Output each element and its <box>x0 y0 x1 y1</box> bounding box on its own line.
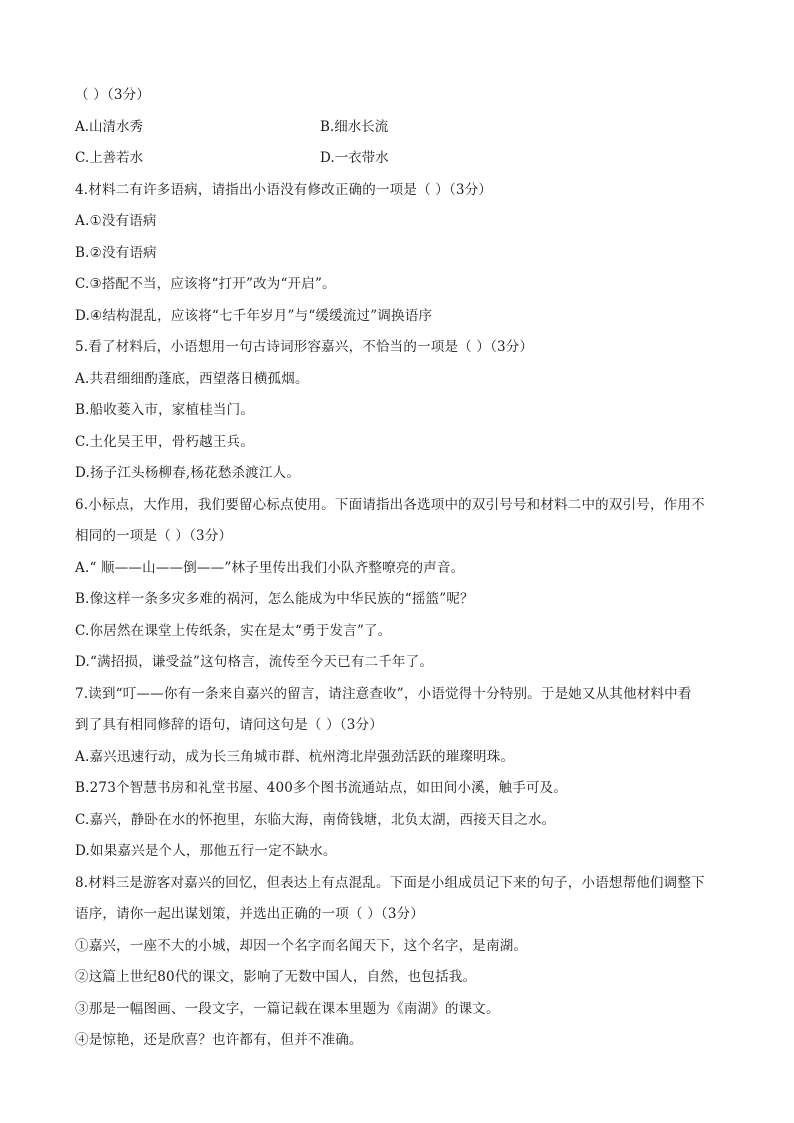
exam-page <box>75 80 725 1057</box>
q3-tail: （ ）（3分） <box>75 87 151 103</box>
q5-option-a: A.共君细细酌蓬底，西望落日横孤烟。 <box>75 370 309 387</box>
q6-option-c: C.你居然在课堂上传纸条，实在是太“勇于发言”了。 <box>75 622 392 639</box>
q7-option-c: C.嘉兴，静卧在水的怀抱里，东临大海，南倚钱塘，北负太湖，西接天目之水。 <box>75 811 556 828</box>
q6-option-d: D.“满招损，谦受益”这句格言，流传至今天已有二千年了。 <box>75 654 434 670</box>
q5-option-b: B.船收菱入市，家植桂当门。 <box>75 402 255 418</box>
q3-option-a: A.山清水秀 <box>75 118 144 135</box>
q8-sentence-4: ④是惊艳，还是欣喜？也许都有，但并不准确。 <box>75 1032 363 1048</box>
q5-option-c: C.土化吴王甲，骨朽越王兵。 <box>75 433 254 450</box>
q8-sentence-1: ①嘉兴，一座不大的小城，却因一个名字而名闻天下，这个名字，是南湖。 <box>75 937 528 954</box>
q8-stem-line-2: 语序，请你一起出谋划策，并选出正确的一项（ ）（3分） <box>75 906 425 922</box>
q8-sentence-2: ②这篇上世纪80代的课文，影响了无数中国人，自然，也包括我。 <box>75 969 477 985</box>
q5-stem: 5.看了材料后，小语想用一句古诗词形容嘉兴，不恰当的一项是（ ）（3分） <box>75 339 534 355</box>
q4-option-d: D.④结构混乱，应该将“七千年岁月”与“缓缓流过”调换语序 <box>75 307 433 324</box>
q4-option-c: C.③搭配不当，应该将“打开”改为“开启”。 <box>75 276 336 292</box>
q7-option-d: D.如果嘉兴是个人，那他五行一定不缺水。 <box>75 843 337 859</box>
q7-option-a: A.嘉兴迅速行动，成为长三角城市群、杭州湾北岸强劲活跃的璀璨明珠。 <box>75 748 515 765</box>
q8-sentence-3: ③那是一幅图画、一段文字，一篇记载在课本里题为《南湖》的课文。 <box>75 1000 500 1017</box>
q4-option-b: B.②没有语病 <box>75 244 157 261</box>
q7-stem-line-2: 到了具有相同修辞的语句，请问这句是（ ）（3分） <box>75 717 383 733</box>
q7-stem-line-1: 7.读到“叮——你有一条来自嘉兴的留言，请注意查收”，小语觉得十分特别。于是她又从其他材料中看 <box>75 685 692 702</box>
q6-option-a: A.“ 顺——山——倒——”林子里传出我们小队齐整嘹亮的声音。 <box>75 559 465 576</box>
q4-option-a: A.①没有语病 <box>75 213 157 229</box>
q3-options-row-2 <box>75 143 725 175</box>
q3-option-d: D.一衣带水 <box>320 150 389 166</box>
q8-stem-line-1: 8.材料三是游客对嘉兴的回忆，但表达上有点混乱。下面是小组成员记下来的句子，小语想帮他们调整下 <box>75 874 705 891</box>
q6-stem-line-2: 相同的一项是（ ）（3分） <box>75 528 233 544</box>
q3-option-c: C.上善若水 <box>75 150 144 166</box>
q4-stem: 4.材料二有许多语病，请指出小语没有修改正确的一项是（ ）（3分） <box>75 181 493 198</box>
q3-option-b: B.细水长流 <box>320 118 389 135</box>
q7-option-b: B.273个智慧书房和礼堂书屋、400多个图书流通站点，如田间小溪，触手可及。 <box>75 780 568 796</box>
q6-stem-line-1: 6.小标点，大作用，我们要留心标点使用。下面请指出各选项中的双引号号和材料二中的双引号，作用不 <box>75 496 705 513</box>
q5-option-d: D.扬子江头杨柳春,杨花愁杀渡江人。 <box>75 465 301 481</box>
q6-option-b: B.像这样一条多灾多难的祸河，怎么能成为中华民族的“摇篮”呢？ <box>75 591 474 607</box>
q3-options-row-1 <box>75 112 725 144</box>
